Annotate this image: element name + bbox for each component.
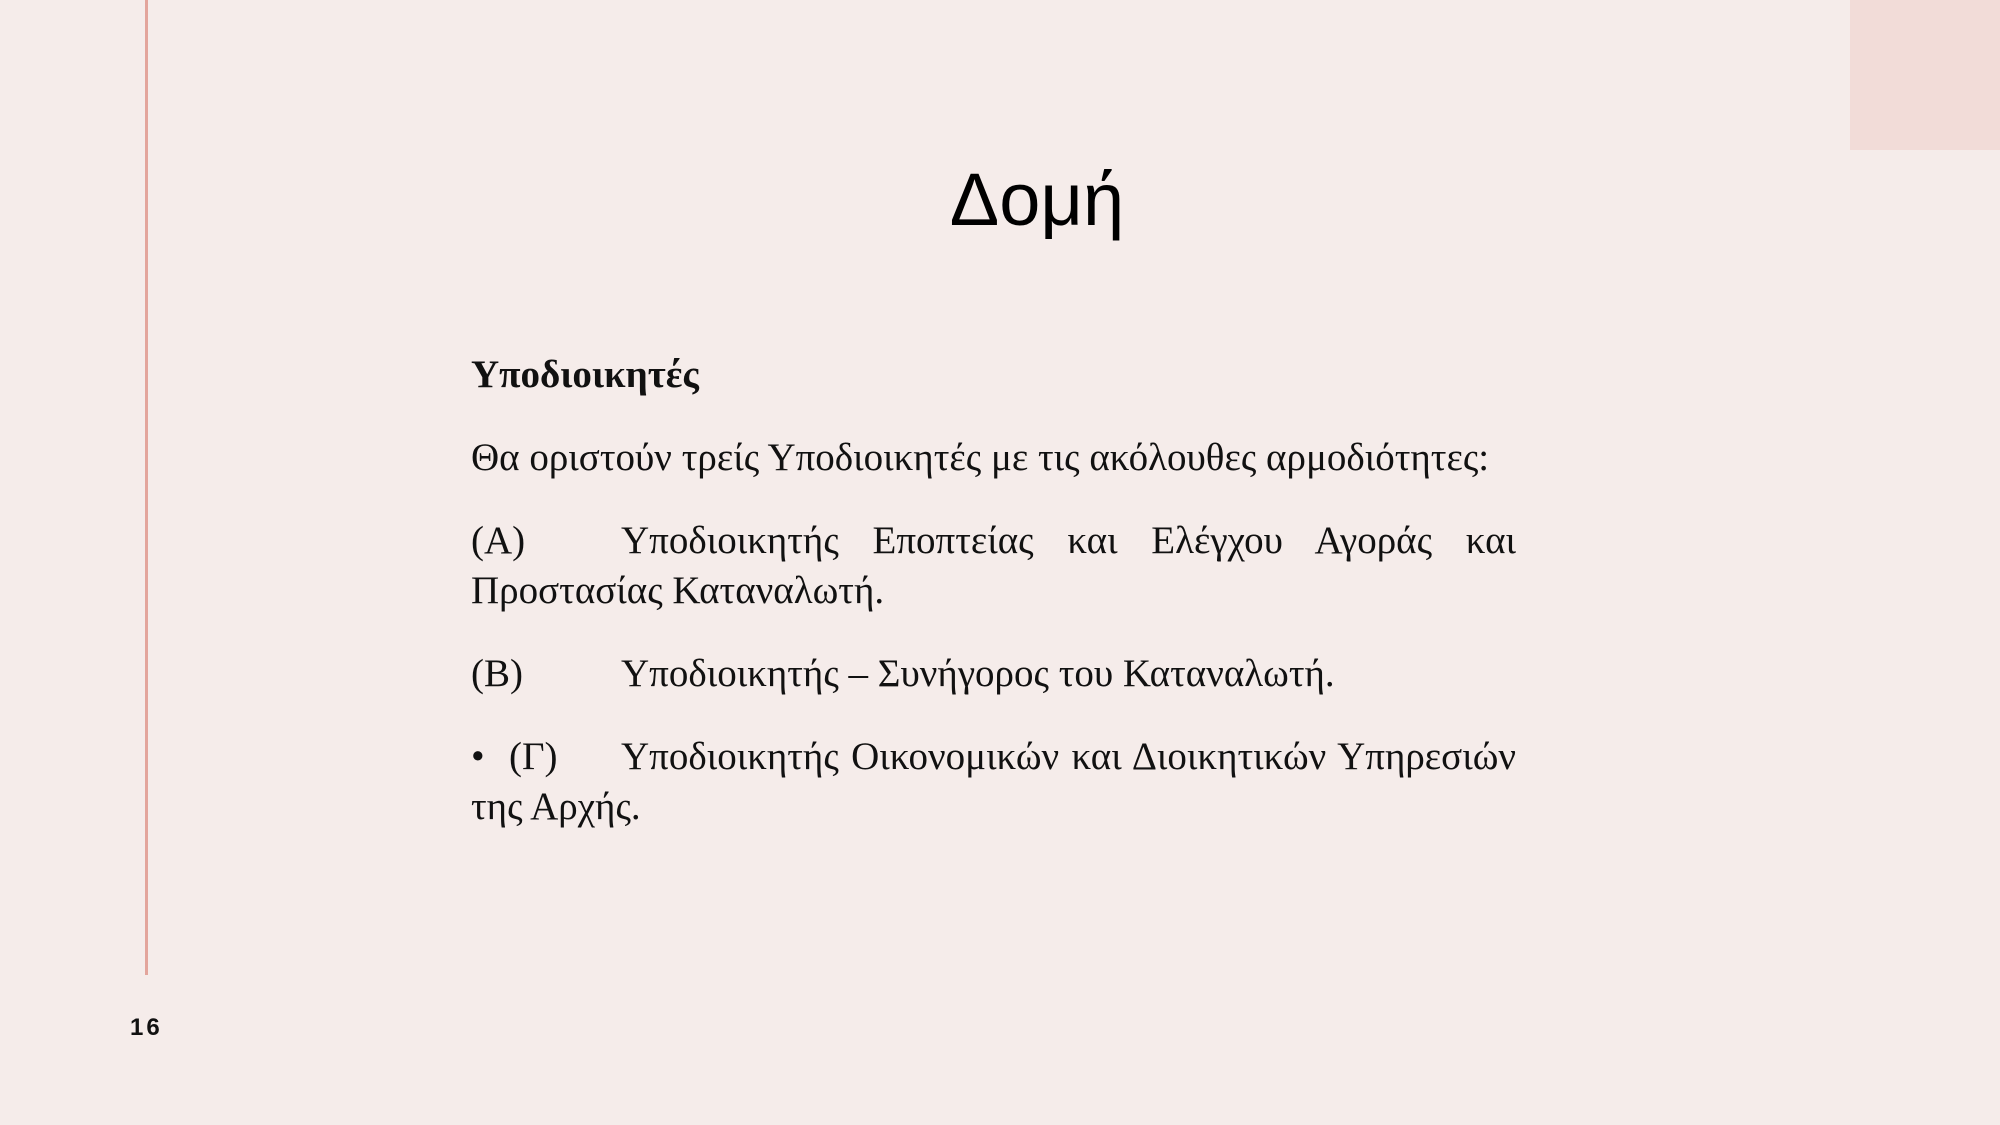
list-item-b — [471, 649, 1516, 699]
corner-decoration — [1850, 0, 2000, 150]
intro-paragraph: Θα οριστούν τρείς Υποδιοικητές με τις ακόλουθες αρμοδιότητες: — [471, 436, 1490, 479]
list-item-c — [471, 732, 1516, 832]
item-label: (Α) — [471, 519, 526, 562]
subheading: Υποδιοικητές — [471, 353, 699, 396]
slide-body — [471, 350, 1516, 865]
item-label: (Β) — [471, 652, 523, 695]
item-text: Υποδιοικητής – Συνήγορος του Καταναλωτή. — [621, 652, 1335, 695]
slide-title: Δομή — [949, 158, 1125, 241]
accent-vertical-line — [145, 0, 148, 975]
item-text: Υποδιοικητής Εποπτείας και Ελέγχου Αγοράς και Προστασίας Καταναλωτή. — [471, 519, 1516, 612]
bullet-icon: • — [471, 735, 485, 778]
list-item-a — [471, 516, 1516, 616]
item-label: (Γ) — [509, 735, 558, 778]
item-text: Υποδιοικητής Οικονομικών και Διοικητικών Υπηρεσιών της Αρχής. — [471, 735, 1516, 828]
page-number: 16 — [130, 1014, 163, 1041]
